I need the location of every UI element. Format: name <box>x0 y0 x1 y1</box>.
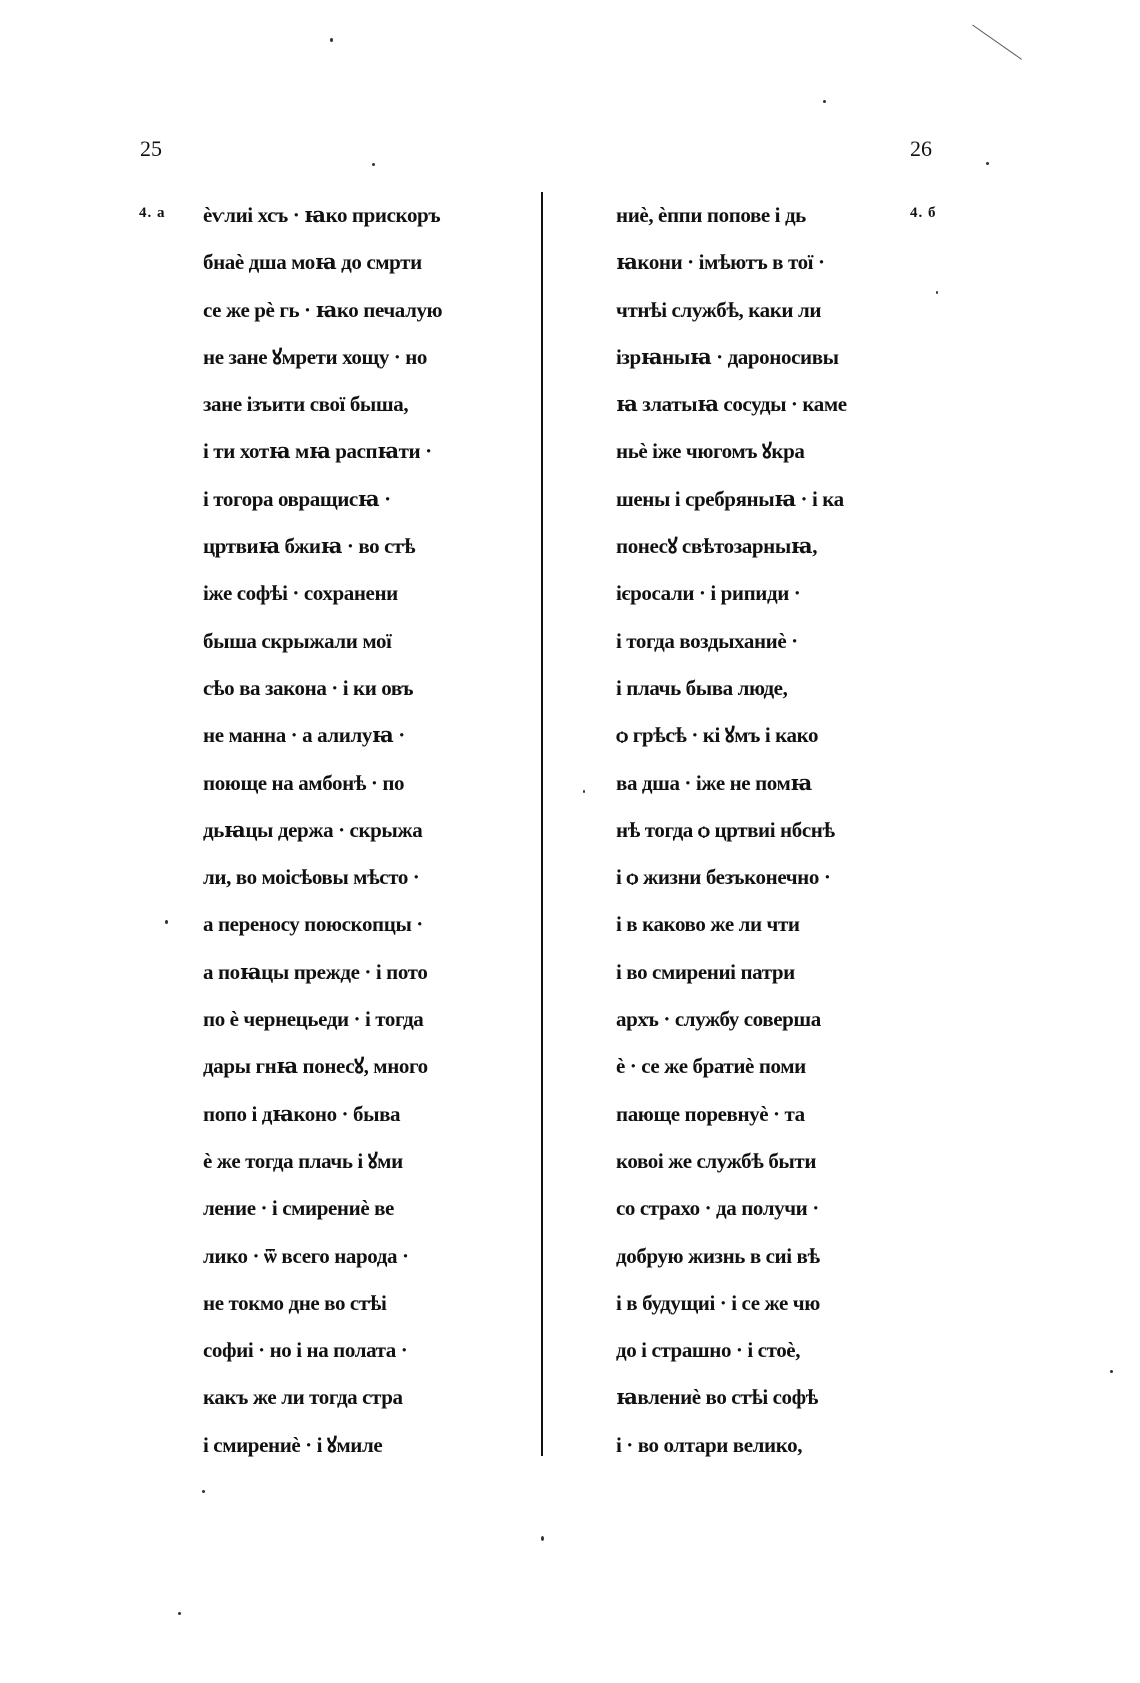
text-line: не токмо дне во стѣі <box>203 1290 387 1315</box>
text-line: і в будущиі · і се же чю <box>616 1290 820 1315</box>
text-line: добрую жизнь в сиі вѣ <box>616 1243 820 1268</box>
page-number-right: 26 <box>910 136 932 161</box>
text-line: по ѐ чернецьеди · і тогда <box>203 1007 424 1032</box>
text-line: ли, во моісѣовы мѣсто · <box>203 865 420 890</box>
text-line: зане ізъити свої быша, <box>203 392 409 417</box>
page-number-left: 25 <box>140 136 162 161</box>
left-text-column <box>203 200 473 1477</box>
scan-corner-mark <box>972 0 1039 60</box>
scan-speck <box>178 1612 181 1615</box>
text-line: шены і сребряныꙗ · і ка <box>616 486 844 511</box>
text-line: і тогда воздыханиѐ · <box>616 628 798 653</box>
text-line: ізрꙗныꙗ · дароносивы <box>616 344 839 369</box>
text-line: ꙗ златыꙗ сосуды · каме <box>616 392 847 417</box>
text-line: і смирениѐ · і ꙋмиле <box>203 1432 383 1457</box>
text-line: ѐѵлиі хсъ · ꙗко прискоръ <box>203 203 441 227</box>
text-line: і в каково же ли чти <box>616 912 800 937</box>
text-line: дары гнꙗ понесꙋ, много <box>203 1054 428 1079</box>
text-line: іже софѣі · сохранени <box>203 581 398 606</box>
text-line: чтнѣі службѣ, каки ли <box>616 297 822 322</box>
scan-speck <box>541 1536 544 1541</box>
text-line: пающе поревнуѐ · та <box>616 1101 805 1126</box>
text-line: бнаѐ дша моꙗ до смрти <box>203 250 422 275</box>
folio-marker-left: 4. а <box>139 205 166 221</box>
text-line: со страхо · да получи · <box>616 1196 819 1221</box>
text-line: архъ · службу соверша <box>616 1007 821 1032</box>
text-line: лико · ѿ всего народа · <box>203 1243 409 1268</box>
text-line: ѐ же тогда плачь і ꙋми <box>203 1148 403 1173</box>
text-line: попо і дꙗконо · быва <box>203 1101 401 1126</box>
text-line: нѣ тогда ѻ цртвиі нбснѣ <box>616 817 835 842</box>
text-line: ієросали · і рипиди · <box>616 581 801 606</box>
scan-speck <box>372 163 375 166</box>
text-line: ковоі же службѣ быти <box>616 1148 817 1173</box>
text-line: ꙗкони · імѣютъ в тої · <box>616 250 825 275</box>
text-line: не зане ꙋмрети хощу · но <box>203 344 428 369</box>
text-line: понесꙋ свѣтозарныꙗ, <box>616 534 818 559</box>
scan-speck <box>165 920 168 924</box>
text-line: а переносу поюскопцы · <box>203 912 423 937</box>
scan-speck <box>823 100 826 103</box>
text-line: ление · і смирениѐ ве <box>203 1196 394 1221</box>
text-line: ниѐ, ѐппи попове і дь <box>616 203 806 227</box>
text-line: ѐ · се же братиѐ поми <box>616 1054 806 1079</box>
text-line: быша скрыжали мої <box>203 628 392 653</box>
text-line: ꙗвлениѐ во стѣі софѣ <box>616 1385 818 1410</box>
text-line: і · во олтари велико, <box>616 1432 803 1457</box>
text-line: софиі · но і на полата · <box>203 1338 408 1363</box>
scan-speck <box>986 162 989 165</box>
scan-speck <box>1110 1370 1113 1373</box>
scan-speck <box>936 291 938 294</box>
folio-marker-right: 4. б <box>910 205 937 221</box>
text-line: до і страшно · і стоѐ, <box>616 1338 801 1363</box>
scan-speck <box>330 38 333 42</box>
text-line: не манна · а алилуꙗ · <box>203 723 405 748</box>
scan-speck <box>583 790 585 793</box>
text-line: а поꙗцы прежде · і пото <box>203 959 428 984</box>
text-line: і во смирениі патри <box>616 959 795 984</box>
scan-speck <box>202 1490 205 1493</box>
text-line: поюще на амбонѣ · по <box>203 770 405 795</box>
text-line: ва дша · іже не помꙗ <box>616 770 812 795</box>
text-line: какъ же ли тогда стра <box>203 1385 403 1410</box>
text-line: цртвиꙗ бжиꙗ · во стѣ <box>203 534 416 559</box>
text-line: ньѐ іже чюгомъ ꙋкра <box>616 439 805 464</box>
column-divider <box>541 192 543 1456</box>
text-line: ѻ грѣсѣ · кі ꙋмъ і како <box>616 723 819 748</box>
text-line: і ти хотꙗ мꙗ распꙗти · <box>203 439 432 464</box>
text-line: і плачь быва люде, <box>616 675 788 700</box>
text-line: сѣо ва закона · і ки овъ <box>203 675 414 700</box>
text-line: і ѻ жизни безъконечно · <box>616 865 831 890</box>
text-line: дьꙗцы держа · скрыжа <box>203 817 423 842</box>
text-line: і тогора овращисꙗ · <box>203 486 391 511</box>
text-line: се же рѐ гь · ꙗко печалую <box>203 297 443 322</box>
right-text-column <box>616 200 866 1477</box>
